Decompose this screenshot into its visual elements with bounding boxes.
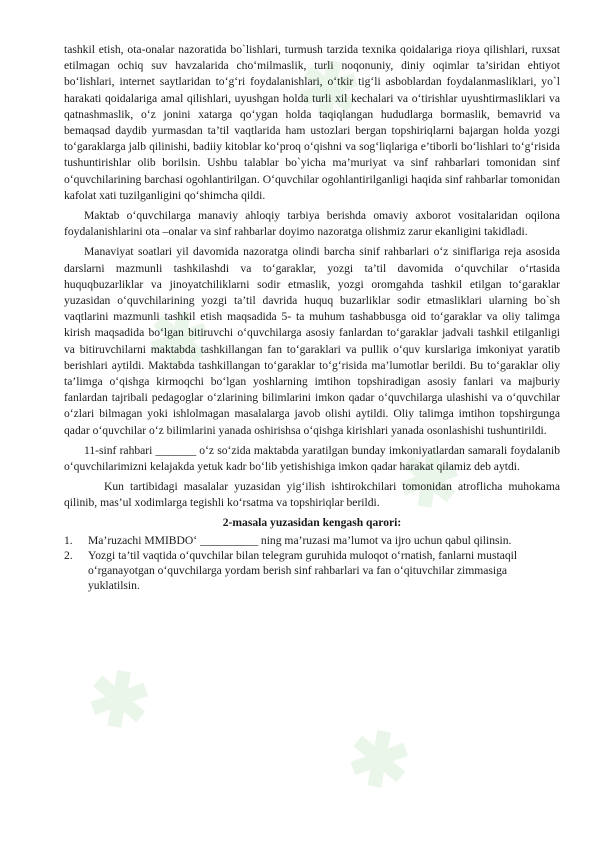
svg-text:✱: ✱ — [68, 649, 173, 751]
decision-text: Ma’ruzachi MMIBDO‘ __________ ning ma’ruzasi ma’lumot va ijro uchun qabul qilinsin. — [88, 533, 512, 547]
paragraph-2: Maktab o‘quvchilarga manaviy ahloqiy tarbiya berishda omaviy axborot vositalaridan oqilona foydalanishlarini ota –onalar va sinf rahbarlar doyimo nazoratga olishmiz zarur ekanligini takidladi. — [64, 209, 560, 239]
document-body — [64, 42, 560, 593]
paragraph-3: Manaviyat soatlari yil davomida nazoratga olindi barcha sinif rahbarlari o‘z siniflariga reja asosida darslarni mazmunli tashkilashdi va to‘garaklar, yozgi ta’til davomida o‘quvchilar o‘rtasida huquqbuzarliklar va jinoyatchiliklarni sodir etmaslik, yozgi oromgahda tashkil etilgan to‘garaklar yuzasidan o‘quvchilarining yozgi ta’til davrida huquq buzarliklar sodir etmasliklari ularning bo`sh vaqtlarini mazmunli tashkil etish maqsadida 5- ta muhum tashabbusga oid to‘garaklar va oliy talimga kirish maqsadida bo‘lgan bitiruvchi o‘quvchilarga asosiy fanlardan to‘garaklar jadvali tashkil etilganligi va bitiruvchilarni maktabda tashkillangan fan to‘garaklari va pullik o‘quv kurslariga imkoniyat yaratib berishlari aytildi. Maktabda tashkillangan to‘garaklar to‘g‘risida ma’lumotlar berildi. Bu to‘garaklar oliy ta’limga o‘qishga kirmoqchi bo‘lgan yoshlarning imtihon topshiradigan asosiy fanlari va majburiy fanlardan tajribali pedagoglar o‘zlarining bilimlarini imkon qadar o‘quvchilarga ulashishi va o‘quvchilar o‘zlari bilmagan yoki ishlolmagan masalalarga javob olishi aytildi. Oliy talimga imtihon topshirgunga qadar o‘quvchilar o‘z bilimlarini yanada oshirishsa o‘qishga kirishlari yanada osonlashishi tushuntirildi. — [64, 245, 560, 437]
svg-text:✱: ✱ — [278, 39, 383, 141]
paragraph-1: tashkil etish, ota-onalar nazoratida bo`lishlari, turmush tarzida texnika qoidalariga rioya qilishlari, ruxsat etilmagan ochiq suv havzalarida cho‘milmaslik, turli noqonuniy, diniy oqimlar ta’siridan ehtiyot bo‘lishlari, internet saytlaridan to‘g‘ri foydalanishlari, o‘tkir tig‘li asboblardan foydalanmasliklari, yo`l harakati qoidalariga amal qilishlari, uyushgan holda turli xil kechalari va o‘tirishlar uyushtirmasliklari va qatnashmaslik, o‘z jonini xatarga qo‘ygan holda taqiqlangan hududlarga bormaslik, bemavrid va bemaqsad daydib yurmasdan ta’til vaqtlarida ham ustozlari bergan topshiriqlarni bajargan holda yozgi to‘garaklarga jalb qilinishi, badiiy kitoblar ko‘proq o‘qishni va sog‘liqlariga e’tiborli bo‘lishlari to‘g‘risida tushuntirishlar olib borilsin. Ushbu talablar bo`yicha ma’muriyat va sinf rahbarlari tomonidan sinf o‘quvchilarining barchasi ogohlantirilgan. O‘quvchilar ogohlantirilganligi haqida sinf rahbarlar tomonidan kafolat xati tuzilganligini qo‘shimcha qildi. — [64, 43, 560, 202]
paragraph-4: 11-sinf rahbari _______ o‘z so‘zida maktabda yaratilgan bunday imkoniyatlardan samarali foydalanib o‘quvchilarimizni kelajakda yetuk kadr bo‘lib yetishishiga imkon qadar harakat qilamiz deb aytdi. — [64, 443, 560, 474]
decision-number: 2. — [64, 548, 73, 562]
svg-text:✱: ✱ — [378, 429, 483, 531]
paragraph-5: Kun tartibidagi masalalar yuzasidan yig‘ilish ishtirokchilari tomonidan atroflicha muhokama qilinib, mas’ul xodimlarga tegishli ko‘rsatma va topshiriqlar berildi. — [64, 480, 560, 510]
decision-list — [64, 533, 560, 593]
svg-text:✱: ✱ — [328, 709, 433, 811]
decision-item-2 — [64, 548, 560, 593]
decision-heading: 2-masala yuzasidan kengash qarori: — [222, 515, 402, 529]
svg-text:✱: ✱ — [128, 289, 233, 391]
decision-item-1 — [64, 533, 560, 548]
decision-text: Yozgi ta’til vaqtida o‘quvchilar bilan telegram guruhida muloqot o‘rnatish, fanlarni mustaqil o‘rganayotgan o‘quvchilarga yordam berish sinf rahbarlari va fan o‘qituvchilar zimmasiga yuklatilsin. — [88, 548, 518, 592]
decision-number: 1. — [64, 533, 73, 547]
